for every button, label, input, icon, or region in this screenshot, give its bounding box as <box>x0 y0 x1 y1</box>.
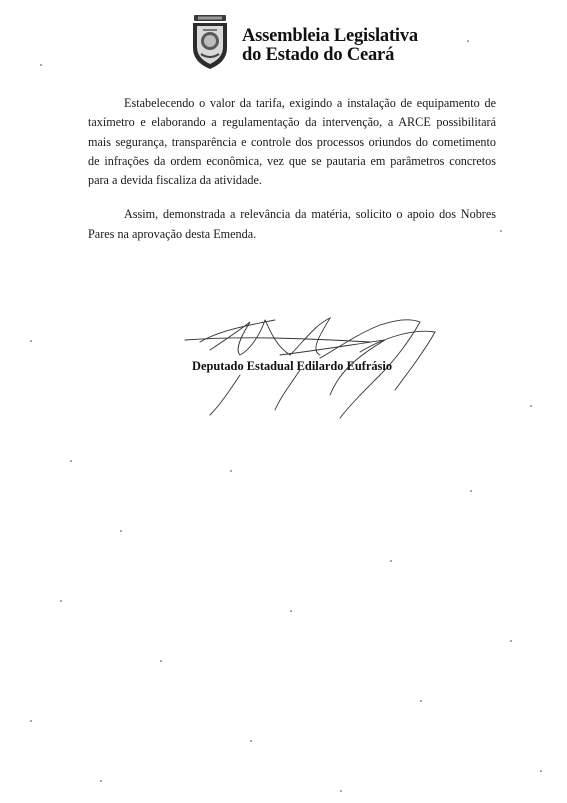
org-line-1: Assembleia Legislativa <box>242 26 418 46</box>
justification-body <box>88 94 496 259</box>
state-coat-of-arms-seal-icon <box>190 14 230 70</box>
org-line-2: do Estado do Ceará <box>242 45 395 65</box>
signer-name: Deputado Estadual Edilardo Eufrásio <box>192 359 393 373</box>
letterhead <box>190 14 450 74</box>
paragraph-tariff: Estabelecendo o valor da tarifa, exigindo a instalação de equipamento de taxímetro e elaborando a regulamentação da intervenção, a ARCE possibilitará mais segurança, transparência e controle dos processos oriundos do cometimento de infrações da ordem econômica, vez que se pautaria em parâmetros concretos para a devida fiscaliza da atividade. <box>88 96 496 188</box>
organization-name <box>242 27 418 65</box>
paragraph-request: Assim, demonstrada a relevância da matéria, solicito o apoio dos Nobres Pares na aprovação desta Emenda. <box>88 207 496 241</box>
